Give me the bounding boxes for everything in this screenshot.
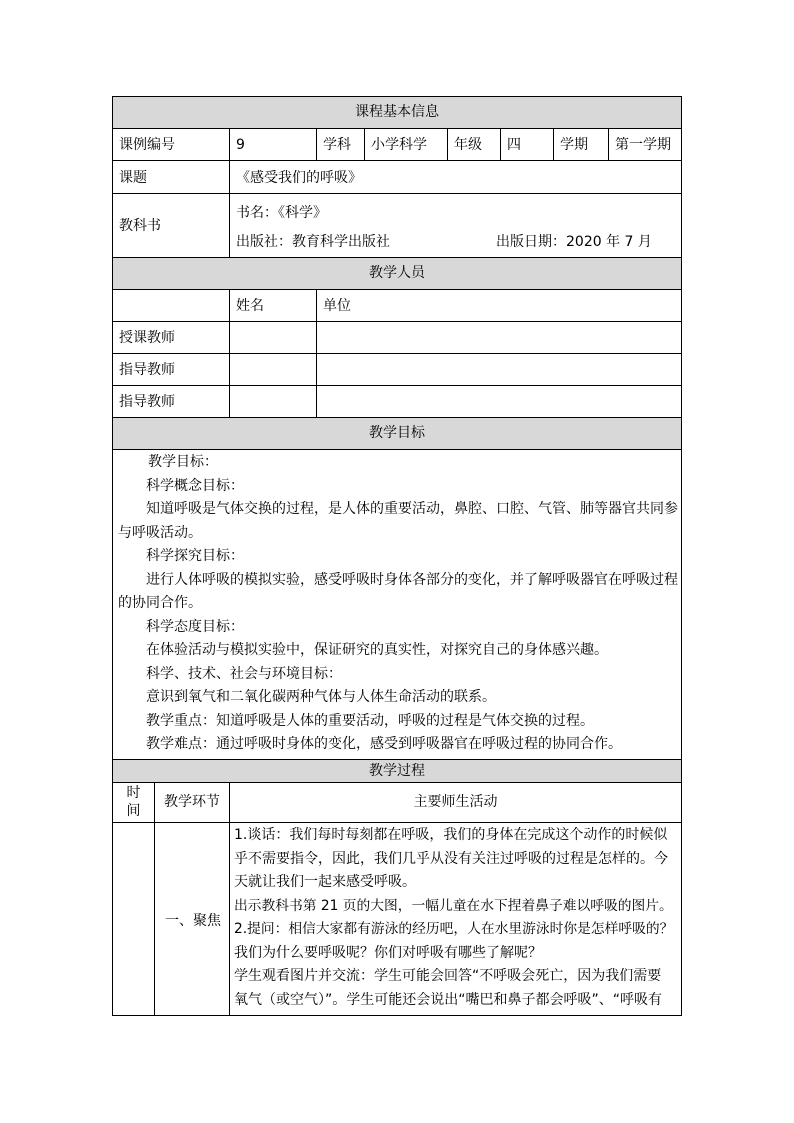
staff-row-label-cell: [112, 353, 230, 386]
staff-unit-header-cell: [316, 289, 682, 322]
publisher: 出版社：教育科学出版社: [236, 234, 390, 250]
staff-unit-cell: [316, 321, 682, 354]
activity-line: 学生观看图片并交流：学生可能会回答“不呼吸会死亡，因为我们需要: [234, 968, 662, 984]
staff-header-empty-cell: [112, 289, 230, 322]
case-no-label-cell: [112, 128, 230, 161]
stage-header-cell: [154, 782, 230, 823]
section-title: 教学目标: [369, 425, 425, 441]
goals-line: 科学探究目标：: [146, 548, 244, 564]
grade-label: 年级: [454, 137, 482, 153]
staff-row-label-cell: [112, 321, 230, 354]
goals-line: 教学重点：知道呼吸是人体的重要活动，呼吸的过程是气体交换的过程。: [146, 712, 594, 729]
goals-line: 与呼吸活动。: [118, 524, 202, 541]
goals-line: 的协同合作。: [118, 595, 202, 611]
activity-cell: [229, 822, 682, 1016]
time-cell: [112, 822, 155, 1016]
staff-unit-header: 单位: [323, 298, 351, 314]
staff-name-cell: [229, 385, 317, 418]
staff-row-label-cell: [112, 385, 230, 418]
stage-cell: [154, 822, 230, 1016]
staff-name-header: 姓名: [236, 298, 264, 314]
activity-header: 主要师生活动: [413, 794, 498, 810]
time-header-char: 间: [126, 803, 141, 819]
activity-line: 2.提问：相信大家都有游泳的经历吧，人在水里游泳时你是怎样呼吸的？: [234, 921, 674, 937]
activity-line: 我们为什么要呼吸呢？你们对呼吸有哪些了解呢？: [234, 944, 542, 961]
activity-line: 1.谈话：我们每时每刻都在呼吸，我们的身体在完成这个动作的时候似: [234, 827, 668, 843]
subject-value: 小学科学: [371, 137, 427, 153]
section-header-staff: [112, 257, 682, 290]
section-title: 课程基本信息: [355, 104, 439, 120]
goals-body-cell: [112, 449, 682, 760]
goals-line: 在体验活动与模拟实验中，保证研究的真实性，对探究自己的身体感兴趣。: [146, 642, 608, 658]
goals-line: 教学难点：通过呼吸时身体的变化，感受到呼吸器官在呼吸过程的协同合作。: [146, 736, 622, 752]
topic-value: 《感受我们的呼吸》: [236, 170, 362, 186]
activity-line: 天就让我们一起来感受呼吸。: [234, 874, 416, 890]
staff-name-cell: [229, 321, 317, 354]
time-header-cell: [112, 782, 155, 823]
term-label-cell: [553, 128, 609, 161]
goals-line: 进行人体呼吸的模拟实验，感受呼吸时身体各部分的变化，并了解呼吸器官在呼吸过程: [146, 571, 678, 588]
case-no-value-cell: [229, 128, 317, 161]
grade-value-cell: [500, 128, 554, 161]
term-value-cell: [608, 128, 682, 161]
textbook-value-cell: [229, 193, 682, 258]
staff-name-header-cell: [229, 289, 317, 322]
subject-value-cell: [364, 128, 448, 161]
topic-label-cell: [112, 160, 230, 194]
section-header-goals: [112, 417, 682, 450]
staff-role-lecturer: 授课教师: [119, 330, 175, 346]
activity-line: 乎不需要指令，因此，我们几乎从没有关注过呼吸的过程是怎样的。今: [234, 850, 668, 867]
book-name: 书名：《科学》: [236, 205, 327, 221]
grade-label-cell: [447, 128, 501, 161]
term-label: 学期: [560, 137, 588, 153]
staff-role-advisor: 指导教师: [119, 362, 175, 378]
section-header-process: [112, 759, 682, 783]
case-no-value: 9: [236, 137, 245, 153]
goals-line: 教学目标：: [148, 454, 218, 470]
staff-unit-cell: [316, 353, 682, 386]
goals-line: 科学、技术、社会与环境目标：: [146, 665, 342, 682]
staff-unit-cell: [316, 385, 682, 418]
grade-value: 四: [507, 137, 521, 153]
staff-role-advisor-2: 指导教师: [119, 394, 175, 410]
subject-label-cell: [316, 128, 365, 161]
textbook-label: 教科书: [119, 218, 161, 234]
section-title: 教学人员: [369, 265, 425, 281]
topic-label: 课题: [119, 170, 147, 186]
publish-date: 出版日期：2020 年 7 月: [496, 234, 652, 250]
activity-line: 氧气（或空气）”。学生可能还会说出“嘴巴和鼻子都会呼吸”、“呼吸有: [234, 991, 663, 1008]
case-no-label: 课例编号: [119, 137, 175, 153]
goals-line: 知道呼吸是气体交换的过程，是人体的重要活动，鼻腔、口腔、气管、肺等器官共同参: [146, 501, 678, 517]
goals-line: 科学概念目标：: [146, 477, 244, 494]
textbook-label-cell: [112, 193, 230, 258]
topic-value-cell: [229, 160, 682, 194]
stage-focus: 一、聚焦: [165, 913, 221, 929]
goals-line: 科学态度目标：: [146, 618, 244, 635]
stage-header: 教学环节: [164, 794, 220, 810]
staff-name-cell: [229, 353, 317, 386]
section-header-basic-info: [112, 96, 682, 129]
term-value: 第一学期: [615, 137, 671, 153]
activity-line: 出示教科书第 21 页的大图，一幅儿童在水下捏着鼻子难以呼吸的图片。: [234, 897, 673, 914]
section-title: 教学过程: [369, 763, 425, 779]
subject-label: 学科: [323, 137, 351, 153]
goals-line: 意识到氧气和二氧化碳两种气体与人体生命活动的联系。: [146, 689, 496, 705]
time-header-char: 时: [126, 785, 141, 801]
activity-header-cell: [229, 782, 682, 823]
